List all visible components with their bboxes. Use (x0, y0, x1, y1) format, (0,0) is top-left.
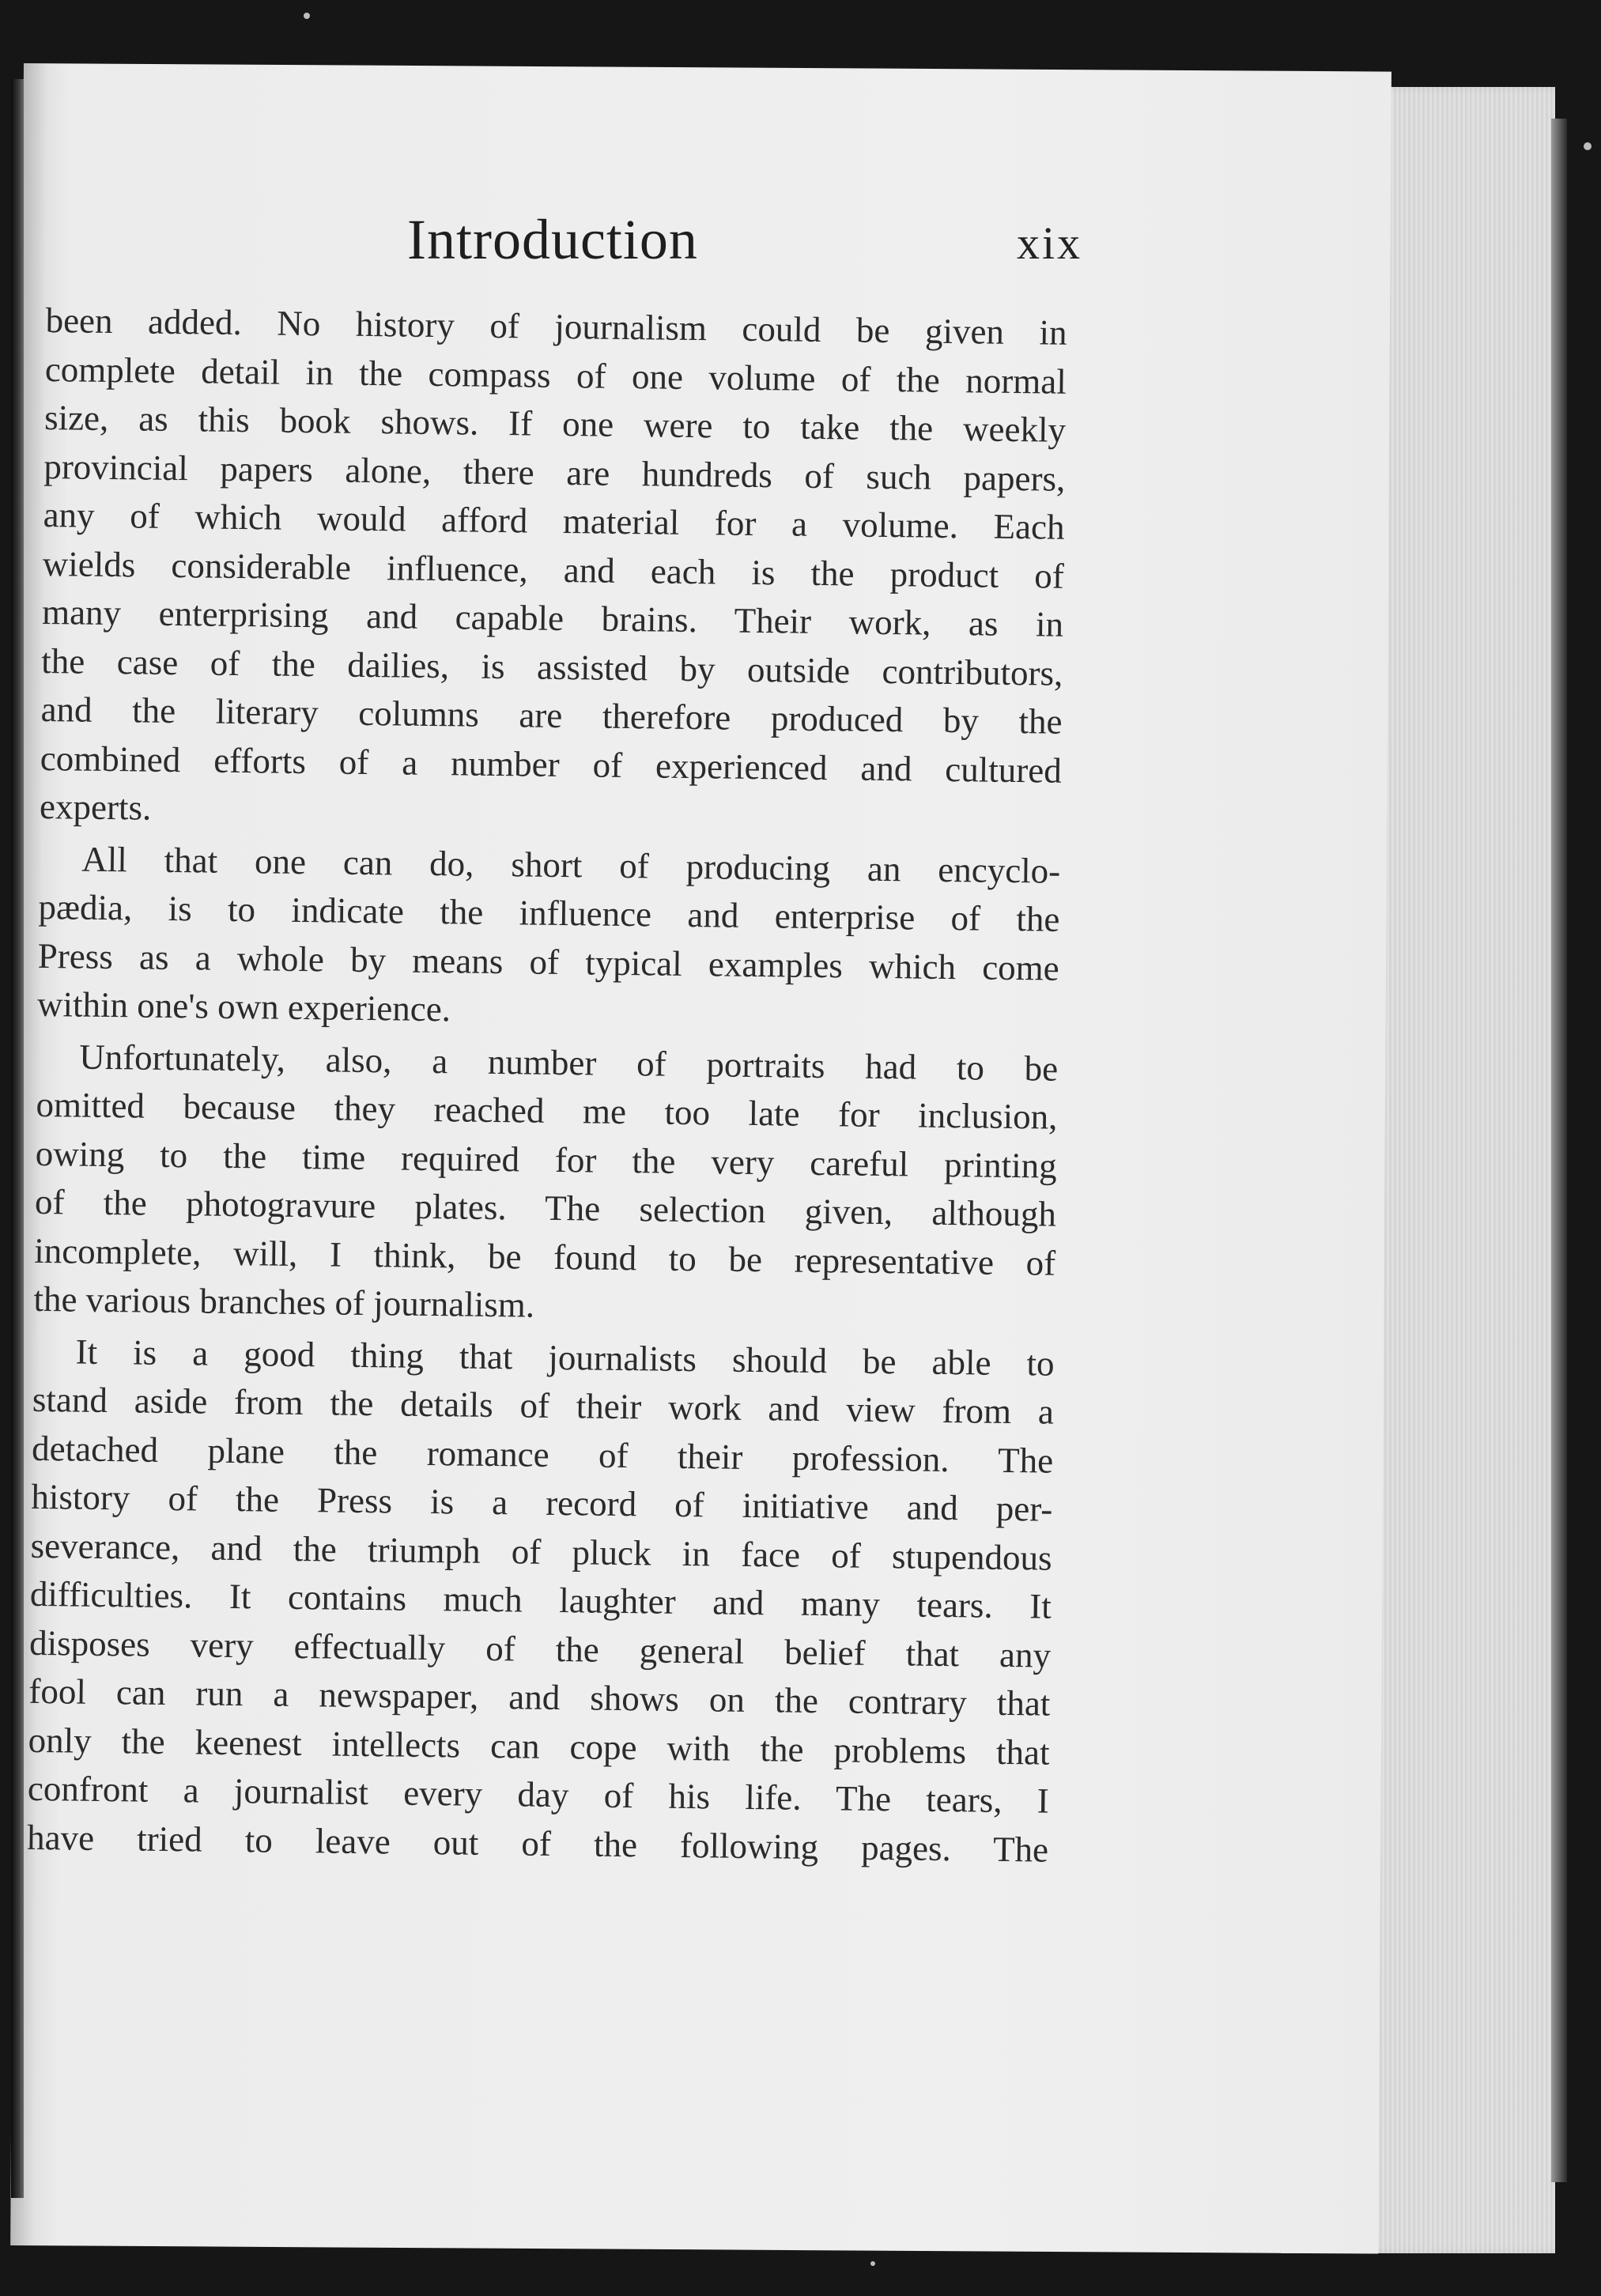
paragraph (37, 834, 1061, 1041)
text-line: difficulties. It contains much laughter and many tears. It (29, 1573, 1052, 1626)
text-line: omitted because they reached me too late for inclusion, (36, 1084, 1058, 1137)
scan-speck (1584, 142, 1592, 150)
text-line: size, as this book shows. If one were to take the weekly (43, 397, 1067, 450)
text-line: experts. (39, 786, 152, 828)
paragraph (27, 1327, 1055, 1874)
book-spine (11, 79, 24, 2198)
text-line: disposes very effectually of the general belief that any (28, 1622, 1052, 1675)
text-line: confront a journalist every day of his life. The tears, I (27, 1768, 1050, 1821)
text-line: the case of the dailies, is assisted by outside contributors, (41, 640, 1063, 693)
text-line: All that one can do, short of producing an encyclo- (81, 839, 1061, 891)
text-line: only the keenest intellects can cope with the problems that (28, 1720, 1050, 1773)
text-line: detached plane the romance of their profession. The (31, 1428, 1054, 1481)
text-line: history of the Press is a record of initiative and per- (31, 1476, 1053, 1529)
paragraph (33, 1032, 1058, 1336)
text-line: been added. No history of journalism could be given in (45, 300, 1067, 353)
text-line: wields considerable influence, and each is the product of (42, 543, 1065, 596)
text-line: many enterprising and capable brains. Their work, as in (41, 591, 1064, 644)
scan-speck (304, 13, 310, 19)
body-text (27, 296, 1067, 1875)
scan-speck (870, 2261, 875, 2266)
text-line: any of which would afford material for a volume. Each (43, 494, 1065, 547)
text-line: It is a good thing that journalists should be able to (75, 1331, 1055, 1384)
page-number: xix (1017, 217, 1083, 269)
text-line: severance, and the triumph of pluck in face of stupendous (30, 1525, 1052, 1578)
text-line: of the photogravure plates. The selection given, although (34, 1181, 1057, 1234)
text-line: incomplete, will, I think, be found to be representative of (33, 1230, 1056, 1283)
text-line: fool can run a newspaper, and shows on the contrary that (28, 1671, 1051, 1724)
paragraph (40, 296, 1067, 844)
text-line: have tried to leave out of the following pages. The (26, 1817, 1049, 1870)
text-line: the various branches of journalism. (33, 1278, 535, 1325)
text-line: Unfortunately, also, a number of portraits had to be (78, 1037, 1059, 1089)
text-line: combined efforts of a number of experienced and cultured (40, 738, 1063, 791)
text-line: pædia, is to indicate the influence and enterprise of the (38, 886, 1060, 939)
text-line: owing to the time required for the very careful printing (35, 1133, 1057, 1186)
text-line: provincial papers alone, there are hundreds of such papers, (43, 446, 1066, 499)
text-line: within one's own experience. (36, 984, 451, 1029)
page-header (0, 207, 1601, 286)
text-line: and the literary columns are therefore produced by the (40, 689, 1063, 742)
text-line: stand aside from the details of their work and view from a (32, 1379, 1055, 1432)
text-line: complete detail in the compass of one volume of the normal (44, 349, 1067, 402)
running-title: Introduction (407, 208, 698, 271)
book-cover-edge (1551, 119, 1567, 2182)
text-line: Press as a whole by means of typical examples which come (37, 935, 1060, 988)
